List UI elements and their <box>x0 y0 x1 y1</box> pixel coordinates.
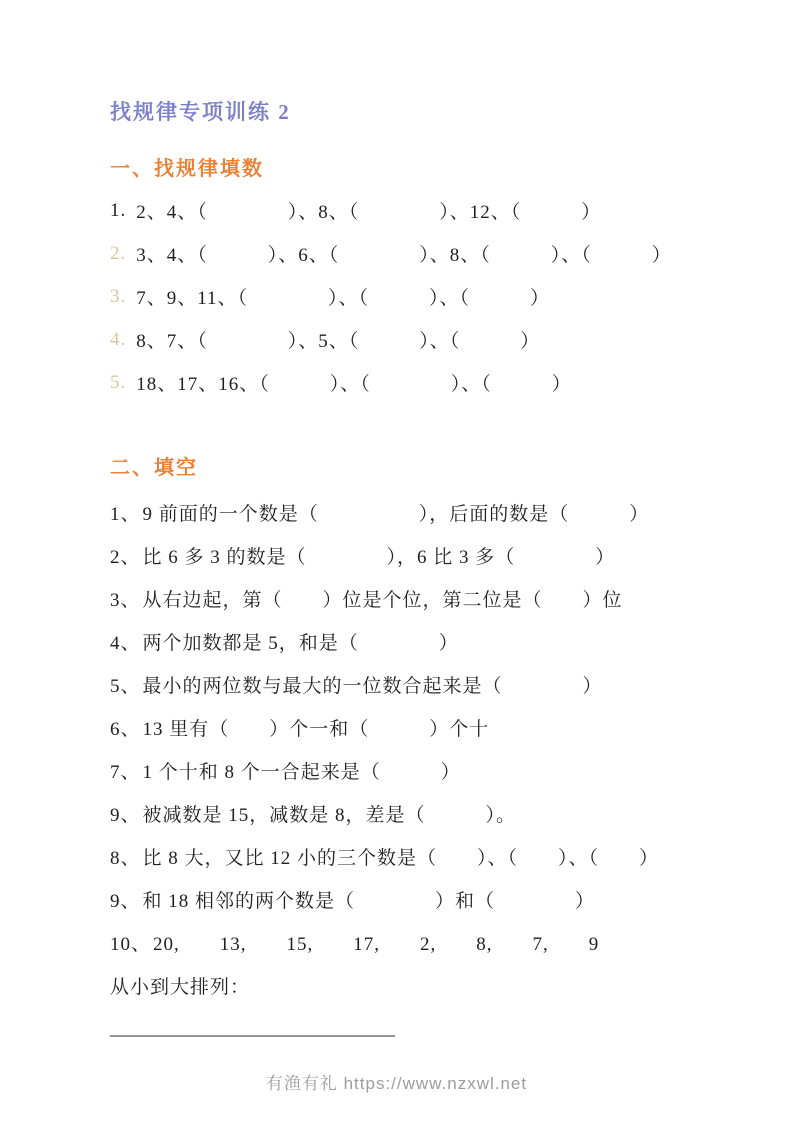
question-row <box>110 663 733 706</box>
question-number: 1. <box>110 199 127 221</box>
question-text: 13 里有（ ）个一和（ ）个十 <box>142 719 490 740</box>
question-text: 9 前面的一个数是（ ），后面的数是（ ） <box>142 504 650 525</box>
question-row <box>110 361 733 404</box>
question-row <box>110 318 733 361</box>
question-text: 比 6 多 3 的数是（ ），6 比 3 多（ ） <box>142 547 616 568</box>
question-text: 2、4、（ ）、8、（ ）、12、（ ） <box>136 202 602 223</box>
question-number: 10、 <box>110 934 152 955</box>
question-text: 最小的两位数与最大的一位数合起来是（ ） <box>142 676 603 697</box>
sort-instruction-label: 从小到大排列： <box>110 977 251 998</box>
question-text: 两个加数都是 5，和是（ ） <box>142 633 459 654</box>
question-row <box>110 275 733 318</box>
sort-instruction <box>110 964 733 1007</box>
question-row <box>110 835 733 878</box>
question-text: 从右边起，第（ ）位是个位，第二位是（ ）位 <box>142 590 623 611</box>
question-row <box>110 792 733 835</box>
question-row <box>110 749 733 792</box>
question-text: 20, 13, 15, 17, 2, 8, 7, 9 <box>153 934 600 955</box>
section1-questions <box>110 189 733 404</box>
question-text: 7、9、11、（ ）、（ ）、（ ） <box>136 288 551 309</box>
question-number: 9、 <box>110 891 141 912</box>
question-number: 5. <box>110 371 127 393</box>
question-number: 7、 <box>110 762 141 783</box>
question-text: 比 8 大，又比 12 小的三个数是（ ）、（ ）、（ ） <box>142 848 660 869</box>
question-number: 2、 <box>110 547 141 568</box>
question-row <box>110 189 733 232</box>
page-title: 找规律专项训练 2 <box>110 100 291 124</box>
section2-heading: 二、填空 <box>110 457 198 479</box>
question-row <box>110 706 733 749</box>
question-number: 9、 <box>110 805 141 826</box>
question-number: 8、 <box>110 848 141 869</box>
question-row <box>110 921 733 964</box>
question-row <box>110 620 733 663</box>
worksheet-page <box>110 0 733 1050</box>
question-text: 3、4、（ ）、6、（ ）、8、（ ）、（ ） <box>136 245 672 266</box>
question-row <box>110 232 733 275</box>
question-number: 4. <box>110 328 127 350</box>
question-number: 2. <box>110 242 127 264</box>
section2-questions <box>110 491 733 1050</box>
question-text: 18、17、16、（ ）、（ ）、（ ） <box>136 374 572 395</box>
question-number: 6、 <box>110 719 141 740</box>
section1-heading: 一、找规律填数 <box>110 158 264 180</box>
question-number: 3、 <box>110 590 141 611</box>
question-number: 1、 <box>110 504 141 525</box>
question-text: 8、7、（ ）、5、（ ）、（ ） <box>136 331 541 352</box>
answer-blank-line: ______________________________ <box>110 1017 395 1039</box>
question-row <box>110 577 733 620</box>
question-number: 3. <box>110 285 127 307</box>
answer-blank-row <box>110 1007 733 1050</box>
question-text: 和 18 相邻的两个数是（ ）和（ ） <box>142 891 596 912</box>
footer-credit <box>0 1069 793 1094</box>
footer-credit-text: 有渔有礼 https://www.nzxwl.net <box>265 1074 528 1093</box>
question-text: 被减数是 15，减数是 8，差是（ ）。 <box>142 805 517 826</box>
question-row <box>110 878 733 921</box>
question-text: 1 个十和 8 个一合起来是（ ） <box>142 762 461 783</box>
question-row <box>110 491 733 534</box>
question-number: 4、 <box>110 633 141 654</box>
question-number: 5、 <box>110 676 141 697</box>
question-row <box>110 534 733 577</box>
